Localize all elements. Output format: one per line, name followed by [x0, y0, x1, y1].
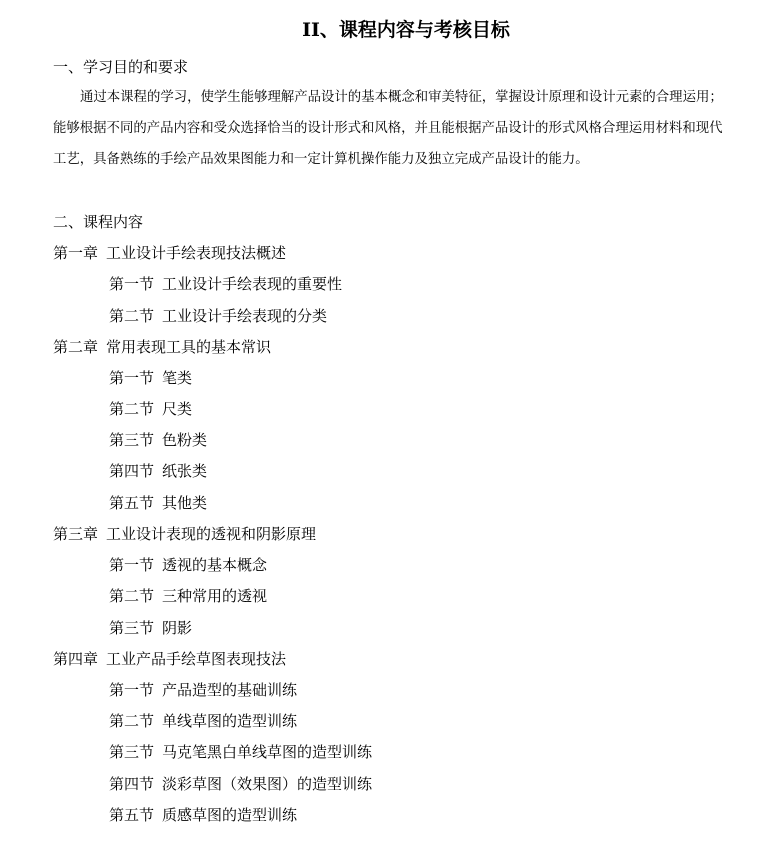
section-number: 第三节 [109, 619, 155, 637]
section-title: 三种常用的透视 [162, 587, 268, 605]
section-title: 工业设计手绘表现的重要性 [162, 275, 343, 293]
section-title: 马克笔黑白单线草图的造型训练 [162, 743, 373, 761]
chapter-3-section-2 [109, 585, 267, 607]
chapter-1-section-2 [109, 305, 327, 327]
section-number: 第一节 [109, 681, 155, 699]
section-number: 第二节 [109, 712, 155, 730]
section-title: 笔类 [162, 369, 193, 387]
chapter-4 [53, 648, 286, 670]
chapter-3-section-3 [109, 617, 192, 639]
chapter-title: 常用表现工具的基本常识 [106, 338, 272, 356]
chapter-3 [53, 523, 316, 545]
chapter-2 [53, 336, 271, 358]
objectives-paragraph [53, 82, 753, 175]
section-number: 第五节 [109, 494, 155, 512]
chapter-4-section-3 [109, 741, 372, 763]
section-title: 色粉类 [162, 431, 208, 449]
chapter-4-section-1 [109, 679, 297, 701]
section-number: 第一节 [109, 556, 155, 574]
chapter-2-section-2 [109, 398, 192, 420]
chapter-2-section-3 [109, 429, 207, 451]
chapter-4-section-5 [109, 804, 297, 826]
chapter-3-section-1 [109, 554, 267, 576]
paragraph-line: 能够根据不同的产品内容和受众选择恰当的设计形式和风格，并且能根据产品设计的形式风格合理运用材料和现代 [53, 121, 723, 136]
chapter-4-section-4 [109, 773, 372, 795]
chapter-title: 工业设计表现的透视和阴影原理 [106, 525, 317, 543]
paragraph-line: 通过本课程的学习，使学生能够理解产品设计的基本概念和审美特征，掌握设计原理和设计元素的合理运用； [80, 90, 723, 105]
chapter-4-section-2 [109, 710, 297, 732]
chapter-2-section-4 [109, 460, 207, 482]
section-number: 第四节 [109, 775, 155, 793]
page-title: II、课程内容与考核目标 [302, 19, 510, 41]
section-number: 第四节 [109, 462, 155, 480]
section-heading-objectives: 一、学习目的和要求 [53, 58, 189, 76]
section-title: 阴影 [162, 619, 193, 637]
chapter-1-section-1 [109, 273, 342, 295]
section-title: 其他类 [162, 494, 208, 512]
section-number: 第一节 [109, 369, 155, 387]
chapter-number: 第一章 [53, 244, 99, 262]
section-title: 尺类 [162, 400, 193, 418]
section-number: 第三节 [109, 743, 155, 761]
section-number: 第三节 [109, 431, 155, 449]
chapter-title: 工业设计手绘表现技法概述 [106, 244, 287, 262]
section-number: 第二节 [109, 307, 155, 325]
section-title: 透视的基本概念 [162, 556, 268, 574]
chapter-number: 第三章 [53, 525, 99, 543]
section-number: 第二节 [109, 400, 155, 418]
chapter-1 [53, 242, 286, 264]
section-title: 工业设计手绘表现的分类 [162, 307, 328, 325]
chapter-number: 第二章 [53, 338, 99, 356]
chapter-2-section-5 [109, 492, 207, 514]
section-title: 纸张类 [162, 462, 208, 480]
section-title: 质感草图的造型训练 [162, 806, 298, 824]
section-number: 第二节 [109, 587, 155, 605]
chapter-title: 工业产品手绘草图表现技法 [106, 650, 287, 668]
section-number: 第五节 [109, 806, 155, 824]
section-title: 产品造型的基础训练 [162, 681, 298, 699]
chapter-2-section-1 [109, 367, 192, 389]
paragraph-line: 工艺，具备熟练的手绘产品效果图能力和一定计算机操作能力及独立完成产品设计的能力。 [53, 152, 589, 167]
section-title: 单线草图的造型训练 [162, 712, 298, 730]
section-title: 淡彩草图（效果图）的造型训练 [162, 775, 373, 793]
section-heading-content: 二、课程内容 [53, 213, 144, 231]
section-number: 第一节 [109, 275, 155, 293]
chapter-number: 第四章 [53, 650, 99, 668]
